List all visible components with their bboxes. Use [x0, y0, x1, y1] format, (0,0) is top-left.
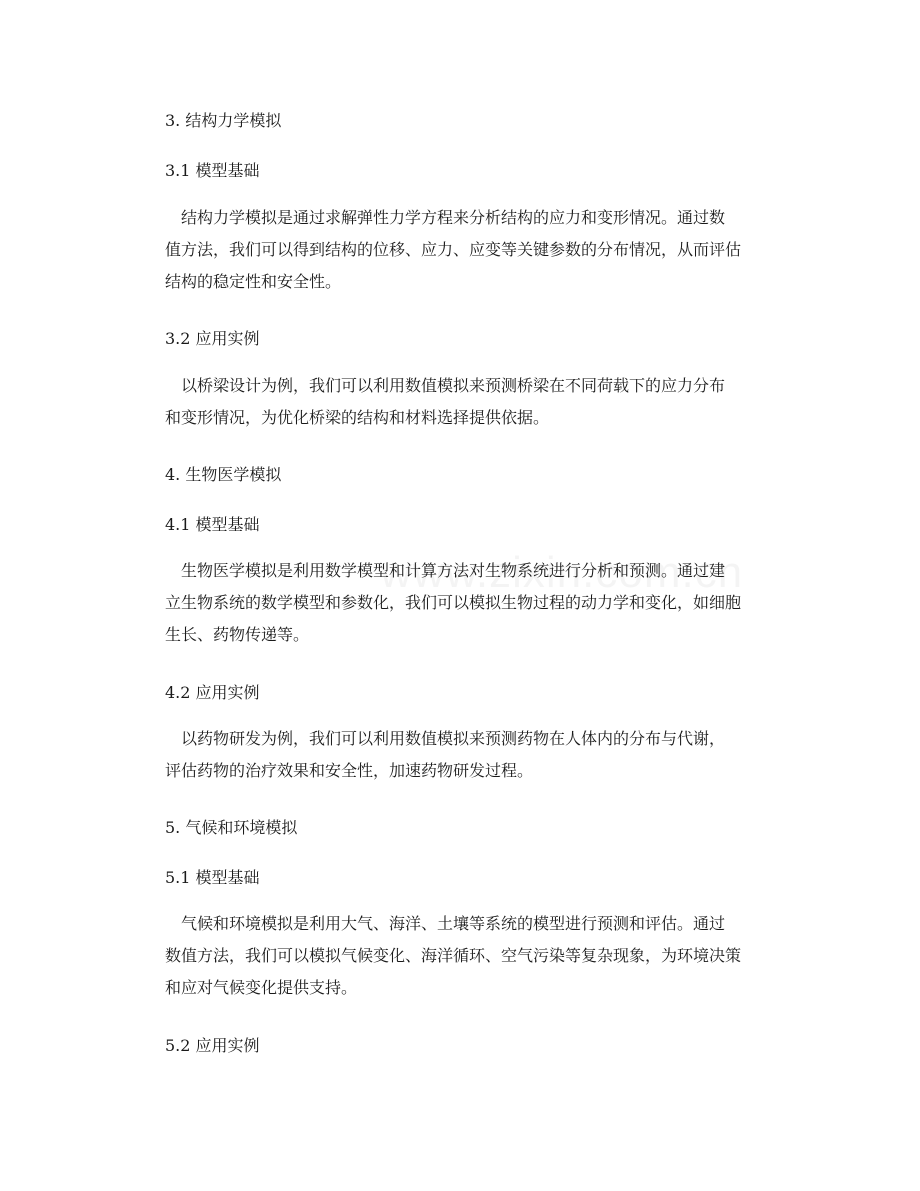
- section-3-2-title: 3.2 应用实例: [165, 329, 260, 348]
- paragraph-line: 结构力学模拟是通过求解弹性力学方程来分析结构的应力和变形情况。通过数: [181, 208, 726, 227]
- section-5-title: 5. 气候和环境模拟: [165, 818, 298, 837]
- paragraph-line: 气候和环境模拟是利用大气、海洋、土壤等系统的模型进行预测和评估。通过: [181, 914, 726, 933]
- section-4-2-paragraph: [165, 723, 765, 787]
- paragraph-line: 评估药物的治疗效果和安全性，加速药物研发过程。: [165, 761, 534, 780]
- paragraph-line: 值方法，我们可以得到结构的位移、应力、应变等关键参数的分布情况，从而评估: [165, 240, 742, 259]
- paragraph-line: 立生物系统的数学模型和参数化，我们可以模拟生物过程的动力学和变化，如细胞: [165, 593, 742, 612]
- section-5-1-paragraph: [165, 908, 765, 1004]
- section-4-2-title: 4.2 应用实例: [165, 683, 260, 702]
- paragraph-line: 生物医学模拟是利用数学模型和计算方法对生物系统进行分析和预测。通过建: [181, 561, 726, 580]
- paragraph-line: 和应对气候变化提供支持。: [165, 978, 358, 997]
- section-4-1-paragraph: [165, 555, 765, 651]
- section-5-1-title: 5.1 模型基础: [165, 868, 260, 887]
- paragraph-line: 以药物研发为例，我们可以利用数值模拟来预测药物在人体内的分布与代谢，: [181, 729, 726, 748]
- section-4-title: 4. 生物医学模拟: [165, 465, 282, 484]
- section-3-2-paragraph: [165, 370, 765, 434]
- section-3-title: 3. 结构力学模拟: [165, 111, 282, 130]
- paragraph-line: 和变形情况，为优化桥梁的结构和材料选择提供依据。: [165, 408, 550, 427]
- paragraph-line: 生长、药物传递等。: [165, 625, 310, 644]
- section-3-1-title: 3.1 模型基础: [165, 161, 260, 180]
- paragraph-line: 以桥梁设计为例，我们可以利用数值模拟来预测桥梁在不同荷载下的应力分布: [181, 376, 726, 395]
- paragraph-line: 数值方法，我们可以模拟气候变化、海洋循环、空气污染等复杂现象，为环境决策: [165, 946, 742, 965]
- section-3-1-paragraph: [165, 202, 765, 298]
- section-4-1-title: 4.1 模型基础: [165, 515, 260, 534]
- section-5-2-title: 5.2 应用实例: [165, 1036, 260, 1055]
- paragraph-line: 结构的稳定性和安全性。: [165, 272, 342, 291]
